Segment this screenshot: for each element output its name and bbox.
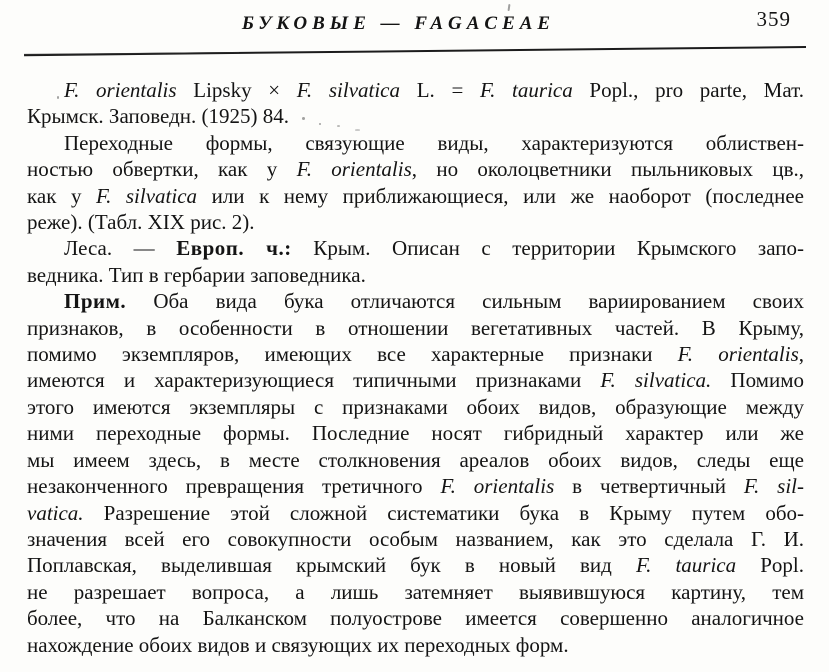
text-line: [27, 235, 804, 261]
species-name: F. silvatica: [296, 78, 401, 102]
scan-speck: [355, 129, 360, 131]
text-line: [27, 447, 804, 473]
species-name: F. taurica: [635, 553, 737, 578]
paragraph: [27, 77, 804, 130]
text-run: Lipsky ×: [176, 78, 297, 102]
page-number: 359: [756, 7, 791, 31]
text-line: [27, 341, 804, 367]
text-line: [27, 156, 804, 182]
text-line: [27, 183, 804, 209]
scan-speck: [302, 117, 305, 120]
paragraph: [27, 130, 804, 236]
text-run: помимо экземпляров, имеющих все характерные признаки: [27, 342, 678, 367]
text-run: Переходные формы, связующие виды, характеризуются облиствен-: [64, 130, 804, 155]
text-line: [27, 605, 804, 631]
text-line: [27, 288, 804, 314]
text-run: Крым. Описан с территории Крымского запо-: [291, 236, 804, 261]
text-run: или к нему приближающиеся, или же наоборот (последнее: [197, 183, 804, 208]
species-name: F. sil-: [743, 474, 804, 499]
text-run: этого имеются экземпляры с признаками обоих видов, образующие между: [27, 394, 804, 419]
text-line: [27, 579, 804, 605]
text-line: [27, 209, 804, 235]
text-line: [27, 367, 804, 393]
text-run: нахождение обоих видов и связующих их переходных форм.: [27, 632, 569, 657]
text-line: [27, 526, 804, 552]
species-name: F. orientalis: [64, 78, 177, 102]
text-run: реже). (Табл. XIX рис. 2).: [27, 210, 255, 235]
text-block: [27, 77, 804, 658]
species-name: vatica.: [27, 500, 84, 525]
header-rule: [24, 46, 806, 56]
text-line: [27, 420, 804, 446]
text-line: [27, 262, 804, 288]
text-run: L. =: [400, 78, 480, 102]
paragraph: [27, 235, 804, 288]
text-run: Поплавская, выделившая крымский бук в новый вид: [27, 553, 636, 578]
species-name: F. silvatica.: [600, 368, 712, 393]
species-name: F. orientalis: [440, 474, 555, 499]
text-run: ностью обвертки, как у: [27, 157, 297, 182]
text-run: не разрешает вопроса, а лишь затемняет выявившуюся картину, тем: [27, 579, 804, 604]
text-run: Popl.: [736, 553, 804, 578]
text-run: ,: [798, 342, 805, 367]
text-run: мы имеем здесь, в месте столкновения ареалов обоих видов, следы еще: [27, 447, 804, 472]
text-line: [27, 473, 804, 499]
text-line: [27, 130, 804, 156]
text-run: незаконченного превращения третичного: [27, 474, 441, 499]
species-name: F. orientalis: [296, 157, 412, 182]
text-line: [27, 500, 804, 526]
scan-speck: [319, 123, 321, 125]
text-line: [27, 394, 804, 420]
text-run: Помимо: [711, 368, 804, 393]
text-run: Разрешение этой сложной систематики бука в Крыму путем обо-: [83, 500, 804, 525]
species-name: F. taurica: [480, 78, 573, 102]
text-line: [27, 315, 804, 341]
text-run: Крымск. Заповедн. (1925) 84.: [27, 104, 289, 129]
text-run: в четвертичный: [554, 474, 744, 499]
species-name: F. silvatica: [95, 183, 198, 208]
scan-speck: [57, 96, 59, 99]
species-name: F. orientalis: [677, 342, 799, 367]
text-run: , но околоцветники пыльниковых цв.,: [411, 157, 804, 182]
scan-speck: [337, 125, 340, 127]
text-line: [27, 103, 804, 129]
running-header-title: БУКОВЫЕ — FAGACEAE: [241, 13, 556, 34]
text-line: [27, 552, 804, 578]
bold-label: Прим.: [64, 289, 127, 314]
scan-tick: [508, 4, 510, 11]
text-run: более, что на Балканском полуострове имеется совершенно аналогичное: [27, 606, 804, 631]
text-run: Леса. —: [64, 236, 177, 261]
bold-label: Европ. ч.:: [176, 236, 292, 261]
text-line: [27, 632, 804, 658]
text-run: ведника. Тип в гербарии заповедника.: [27, 262, 366, 287]
text-run: имеются и характеризующиеся типичными признаками: [27, 368, 601, 393]
text-run: как у: [27, 183, 96, 208]
text-run: Popl., pro parte, Мат.: [572, 78, 804, 102]
text-run: признаков, в особенности в отношении вегетативных частей. В Крыму,: [27, 315, 804, 340]
text-run: значения всей его совокупности особым названием, как это сделала Г. И.: [27, 526, 804, 551]
text-line: [27, 77, 804, 103]
text-run: ними переходные формы. Последние носят гибридный характер или же: [27, 421, 804, 446]
text-run: Оба вида бука отличаются сильным вариированием своих: [126, 289, 804, 314]
paragraph: [27, 288, 804, 658]
